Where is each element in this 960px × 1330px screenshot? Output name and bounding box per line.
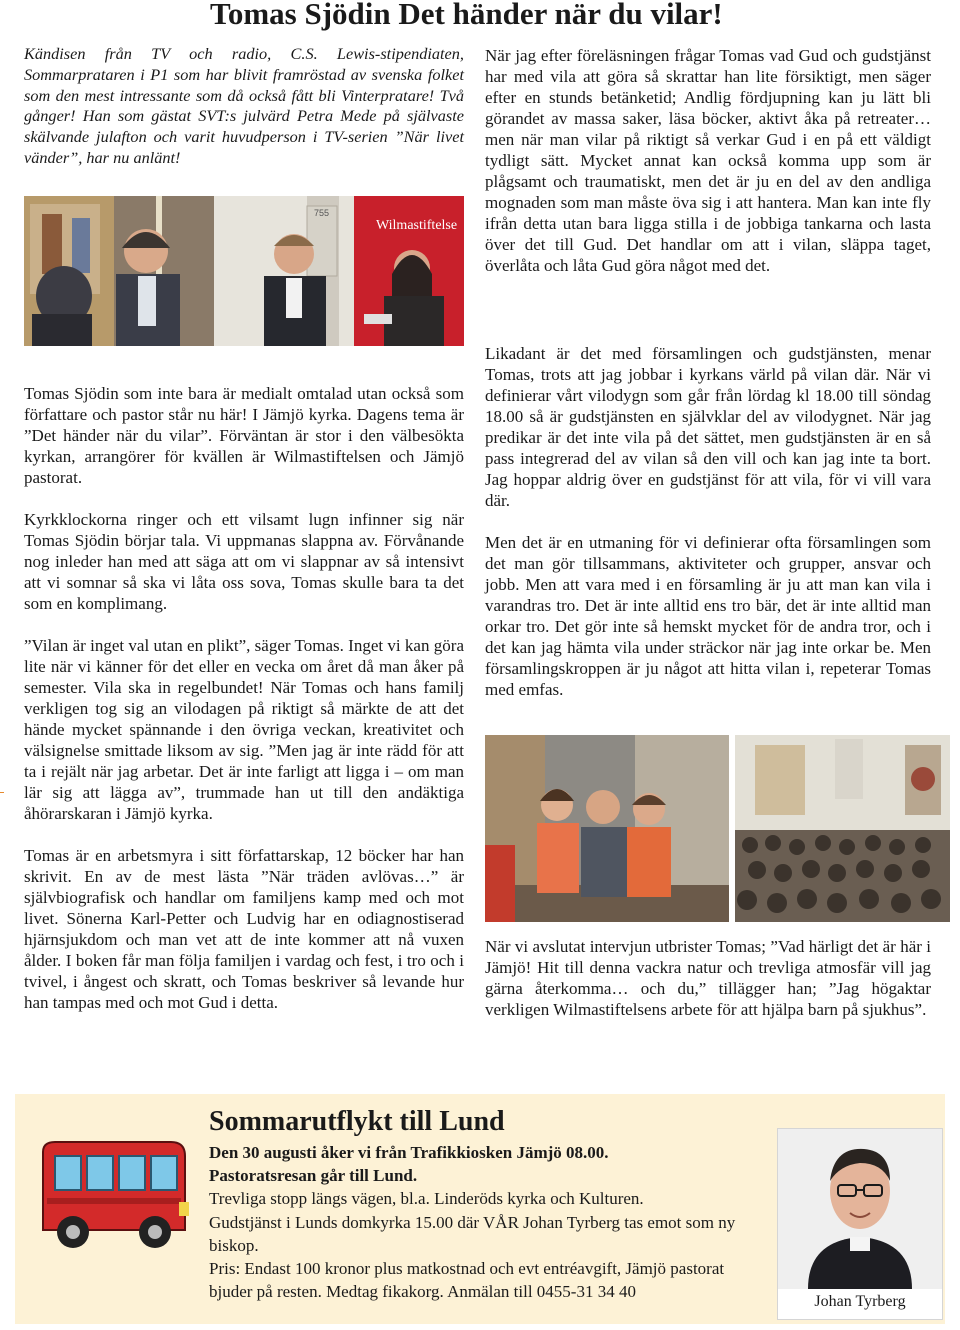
trip-details bbox=[209, 1141, 769, 1303]
trip-destination-line: Pastoratsresan går till Lund. bbox=[209, 1166, 418, 1186]
paragraph: När vi avslutat intervjun utbrister Tomas; ”Vad härligt det är här i Jämjö! Hit till denna vackra natur och trevliga atmosfär vill jag gärna återkomma… och du,” tillägger han; ”Jag högaktar verkligen Wilmastiftelsens arbete för att hjälpa barn på sjukhus”. bbox=[485, 937, 931, 1019]
paragraph: Tomas Sjödin som inte bara är medialt omtalad utan också som författare och pastor står nu här! I Jämjö kyrka. Dagens tema är ”Det händer när du vilar”. Förväntan är stor i den välbesökta kyrkan, arrangörer för kvällen är Wilmastiftelsen och Jämjö pastorat. bbox=[24, 384, 464, 487]
paragraph: Likadant är det med församlingen och gudstjänsten, menar Tomas, trots att jag jobbar i kyrkans värld på vilan där. När vi definierar vårt vilodygn som går från lördag kl 18.00 till söndag 18.00 så är gudstjänsten en självklar del av vilodygnet. När jag predikar är det inte vila på det sättet, men gudstjänsten är en så pass integrerad del av vilan så den vill och kan jag inte ta bort. Jag hoppar aldrig över en gudstjänst för att vila, för vi vill vara där. bbox=[485, 344, 931, 510]
article-title: Tomas Sjödin Det händer när du vilar! bbox=[210, 0, 723, 31]
right-column-top bbox=[485, 45, 931, 276]
margin-tick bbox=[0, 792, 4, 793]
trip-price-line: Pris: Endast 100 kronor plus matkostnad och evt entréavgift, Jämjö pastorat bjuder på resten. Medtag fikakorg. Anmälan till 0455-31 34 40 bbox=[209, 1259, 725, 1302]
bus-icon bbox=[33, 1132, 193, 1262]
photo-sign-text: Wilmastiftelse bbox=[376, 218, 458, 233]
paragraph: Kyrkklockorna ringer och ett vilsamt lugn infinner sig när Tomas Sjödin börjar tala. Vi uppmanas slappna av. Förvånande nog inleder han med att säga att om vi slappnar av så intensivt att vi somnar så ska vi låta oss sova, Tomas skulle bara ta det som en komplimang. bbox=[24, 510, 464, 613]
portrait-johan-tyrberg bbox=[777, 1128, 943, 1320]
trip-announcement-box bbox=[15, 1094, 945, 1324]
trip-stops-line: Trevliga stopp längs vägen, bl.a. Linderöds kyrka och Kulturen. bbox=[209, 1189, 644, 1209]
paragraph: Men det är en utmaning för vi definierar ofta församlingen som det man gör tillsammans, aktiviteter och grupper, ansvar och jobb. Men att vara med i en församling är ju att man kan vila i varandras tro. Det är inte alltid ens tro bär, det är inte alltid man orkar tro. Det gör inte så hemskt mycket för de andra tror, och i det kan jag hämta vila under sträckor när jag inte orkar be. Men församlingskroppen är ju något att hitta vilan i, repeterar Tomas med emfas. bbox=[485, 533, 931, 699]
portrait-caption: Johan Tyrberg bbox=[814, 1293, 906, 1310]
trip-title: Sommarutflykt till Lund bbox=[209, 1106, 505, 1137]
intro-text: Kändisen från TV och radio, C.S. Lewis-stipendiaten, Sommarprataren i P1 som har blivit framröstad av svenska folket som den mest intressante som då också fått bli Vinterpratare! Två gånger! Han som gästat SVT:s julvärd Petra Mede på självaste skälvande julafton och varit huvudperson i TV-serien ”När livet vänder”, har nu anlänt! bbox=[24, 44, 464, 167]
trip-service-line: Gudstjänst i Lunds domkyrka 15.00 där VÅR Johan Tyrberg tas emot som ny biskop. bbox=[209, 1212, 736, 1255]
right-column-middle bbox=[485, 343, 931, 700]
right-column-end bbox=[485, 936, 931, 1020]
photo-number: 755 bbox=[314, 208, 330, 218]
paragraph: Tomas är en arbetsmyra i sitt författarskap, 12 böcker har han skrivit. En av de mest lästa ”När träden avlövas…” är självbiografisk och handlar om familjens kamp med och mot livet. Sönerna Karl-Petter och Ludvig har en odiagnostiserad hjärnsjukdom och man vet att de inte kommer att nå vuxen ålder. I boken får man följa familjen i vardag och fest, i tro och i tvivel, i ångest och skratt, och Tomas beskriver så levande hur han tampas med och mot Gud i detta. bbox=[24, 846, 464, 1012]
photo-church-greeting bbox=[24, 196, 464, 346]
photo-group-audience bbox=[485, 735, 950, 922]
paragraph: När jag efter föreläsningen frågar Tomas vad Gud och gudstjänst har med vila att göra så skrattar han lite försiktigt, men säger efter en stunds betänketid; Andlig fördjupning kan ju lätt bli görandet av massa saker, läsa böcker, aktivt åka på retreater… men när man vilar på riktigt så verkar Gud i en på ett väldigt tydligt sätt. Mycket annat kan också komma upp som är plågsamt och traumatiskt, men det är ju en del av den andliga mognaden som man måste öva sig i att hantera. Man kan inte fly ifrån detta utan bara ligga stilla i de jobbiga tankarna och lasta över det till Gud. Det handlar om att i vilan, släppa taget, överlåta och låta Gud göra något med det. bbox=[485, 46, 931, 275]
portrait-photo bbox=[778, 1129, 942, 1289]
trip-date-line: Den 30 augusti åker vi från Trafikkiosken Jämjö 08.00. bbox=[209, 1143, 609, 1162]
left-column bbox=[24, 383, 464, 1013]
paragraph: ”Vilan är inget val utan en plikt”, säger Tomas. Inget vi kan göra lite när vi känner för det eller en vecka om året då man åker på semester. Vila ska in regelbundet! När Tomas och hans familj verkligen tog sig an vilodagen på riktigt så märkte de att det hände mycket spännande i den övriga veckan, kreativitet och välsignelse smittade liksom av sig. ”Men jag är inte rädd för att ta i rejält när jag arbetar. Det är inte farligt att ligga i – om man lär sig att lägga av”, trummade han ut till den andäktiga åhörarskaran i Jämjö kyrka. bbox=[24, 636, 464, 823]
